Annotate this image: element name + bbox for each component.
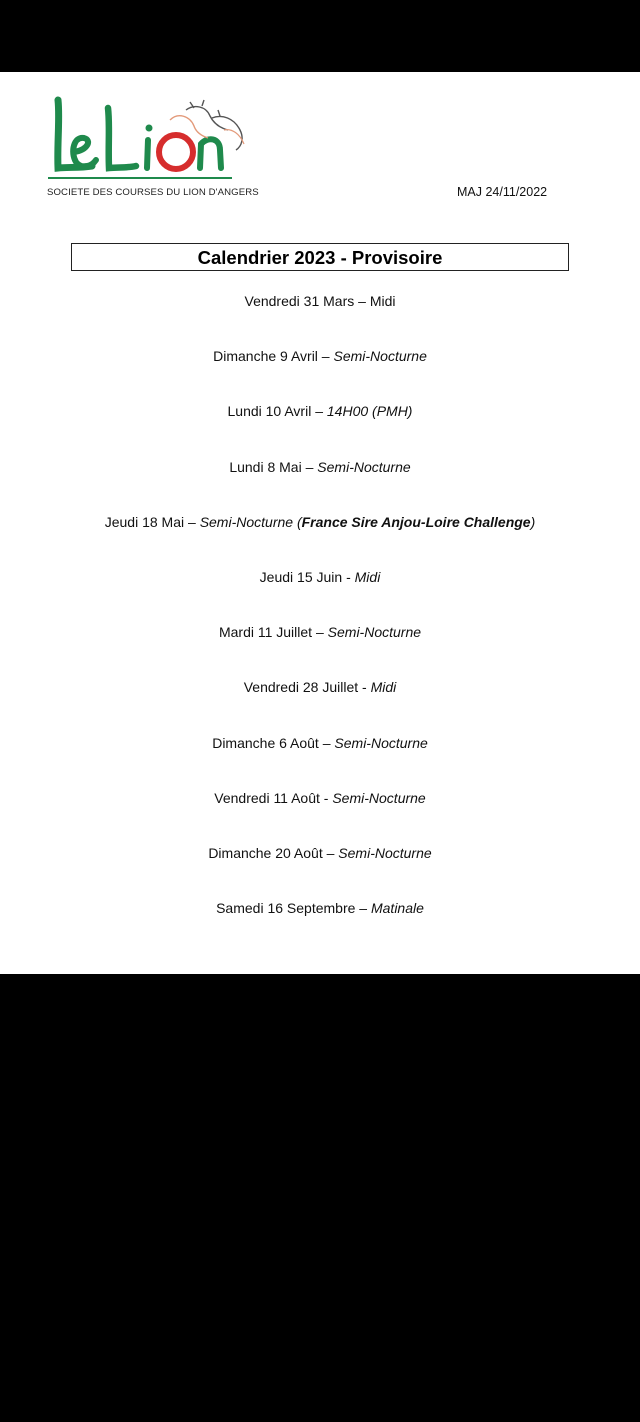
event-type: Midi — [369, 293, 396, 309]
event-extra-close: ) — [530, 513, 536, 530]
event-type: Semi-Nocturne — [327, 624, 422, 641]
event-day: Samedi 16 Septembre — [216, 900, 356, 917]
event-separator: – — [184, 513, 200, 530]
event-separator: – — [354, 293, 370, 309]
event-day: Vendredi 28 Juillet — [243, 679, 359, 696]
update-date-label: MAJ 24/11/2022 — [457, 185, 548, 199]
document-page — [0, 72, 640, 974]
event-type: Matinale — [370, 900, 424, 917]
event-separator: – — [312, 624, 328, 641]
event-separator: - — [342, 569, 355, 585]
event-day: Vendredi 11 Août — [214, 789, 320, 806]
event-type: Semi-Nocturne — [333, 348, 427, 365]
event-type: Semi-Nocturne — [317, 458, 411, 475]
event-day: Dimanche 6 Août — [212, 734, 319, 751]
event-day: Jeudi 15 Juin — [259, 569, 343, 585]
event-type: Midi — [354, 569, 381, 585]
event-line — [0, 900, 640, 916]
event-day: Lundi 8 Mai — [229, 458, 302, 475]
event-day: Mardi 11 Juillet — [218, 624, 313, 641]
event-line — [0, 403, 640, 419]
event-type: Semi-Nocturne — [334, 734, 428, 751]
event-day: Dimanche 9 Avril — [213, 348, 318, 365]
event-line — [0, 679, 640, 695]
event-type: Semi-Nocturne — [199, 513, 294, 530]
event-day: Vendredi 31 Mars — [244, 293, 355, 309]
le-lion-logo-graphic — [44, 94, 254, 186]
event-line — [0, 845, 640, 861]
event-type: Semi-Nocturne — [338, 845, 432, 861]
event-type: Semi-Nocturne — [332, 789, 426, 806]
event-type: 14H00 (PMH) — [326, 403, 413, 420]
event-line — [0, 735, 640, 751]
event-separator: – — [317, 348, 334, 365]
event-separator: – — [322, 845, 339, 861]
event-line — [0, 624, 640, 640]
le-lion-logo — [44, 94, 259, 206]
event-separator: – — [318, 734, 335, 751]
event-line — [0, 348, 640, 364]
event-type: Midi — [370, 679, 397, 696]
logo-subtitle: SOCIETE DES COURSES DU LION D'ANGERS — [47, 187, 259, 198]
calendar-title: Calendrier 2023 - Provisoire — [71, 243, 569, 271]
event-day: Lundi 10 Avril — [227, 403, 312, 420]
event-highlight: France Sire Anjou-Loire Challenge — [301, 513, 531, 530]
event-day: Dimanche 20 Août — [208, 845, 323, 861]
event-separator: - — [358, 679, 371, 696]
event-separator: – — [355, 900, 371, 917]
event-day: Jeudi 18 Mai — [104, 513, 185, 530]
event-extra-open: ( — [293, 513, 302, 530]
event-separator: – — [311, 403, 327, 420]
event-separator: – — [301, 458, 318, 475]
event-line — [0, 569, 640, 585]
event-separator: - — [319, 789, 333, 806]
event-line — [0, 514, 640, 530]
event-line — [0, 459, 640, 475]
event-line — [0, 790, 640, 806]
event-line — [0, 293, 640, 309]
